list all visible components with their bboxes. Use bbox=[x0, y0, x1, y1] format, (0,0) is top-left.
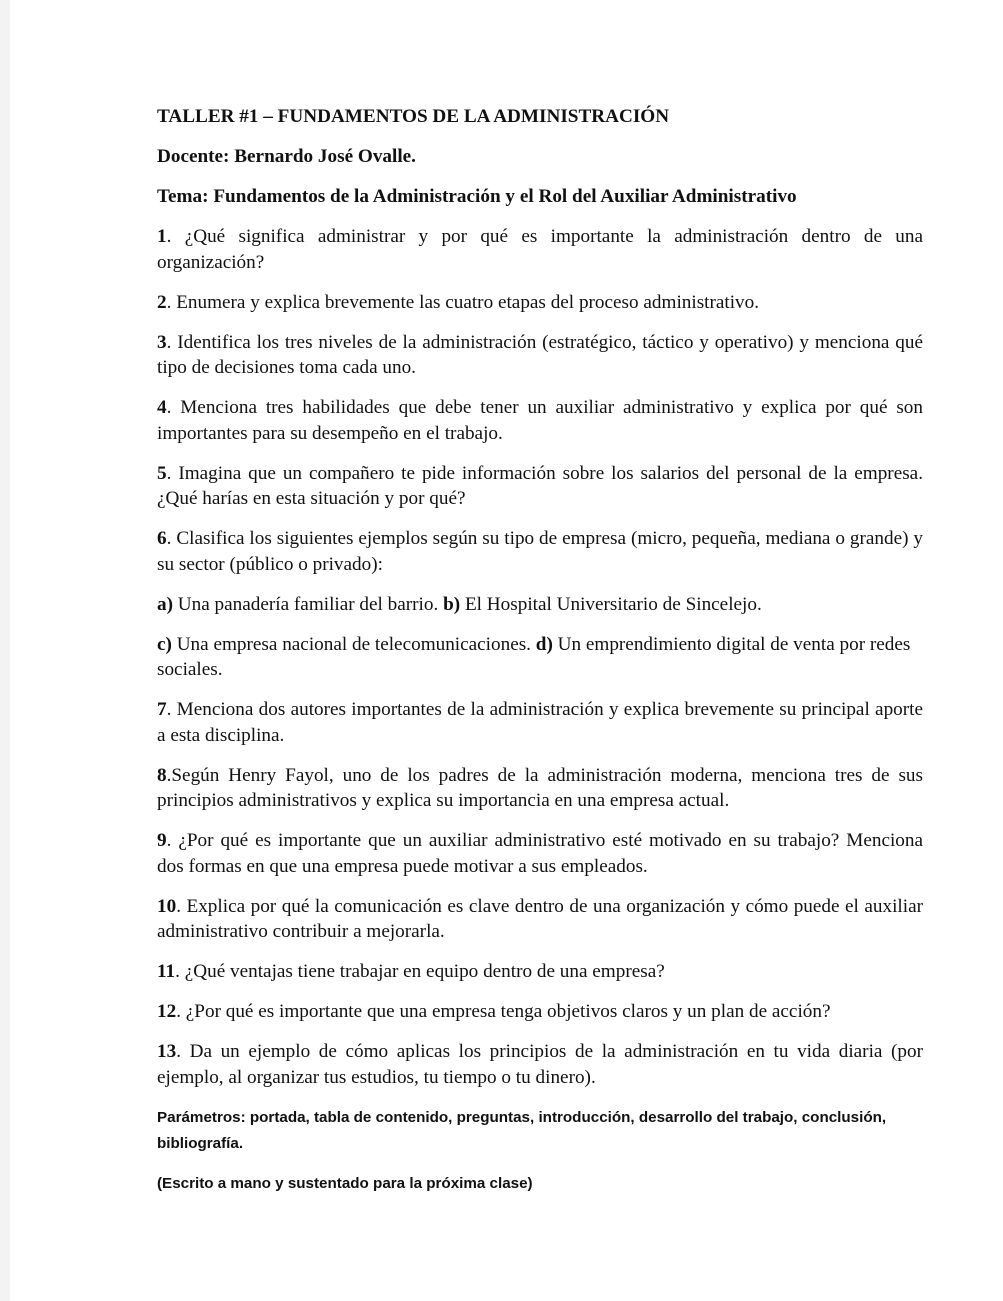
question-6 bbox=[157, 526, 923, 577]
question-number: 5 bbox=[157, 462, 167, 484]
topic-line: Tema: Fundamentos de la Administración y el Rol del Auxiliar Administrativo bbox=[157, 186, 797, 207]
question-text: . Menciona tres habilidades que debe tener un auxiliar administrativo y explica por qué son importantes para su desempeño en el trabajo. bbox=[157, 397, 923, 444]
question-number: 10 bbox=[157, 895, 177, 917]
question-number: 6 bbox=[157, 528, 167, 549]
question-text: . Menciona dos autores importantes de la administración y explica brevemente su principal aporte a esta disciplina. bbox=[157, 699, 923, 746]
question-number: 9 bbox=[157, 830, 167, 851]
question-text: . ¿Por qué es importante que una empresa tenga objetivos claros y un plan de acción? bbox=[176, 1001, 831, 1022]
question-text: . ¿Qué significa administrar y por qué es importante la administración dentro de una organización? bbox=[157, 226, 923, 273]
question-13 bbox=[157, 1039, 923, 1090]
question-number: 11 bbox=[157, 961, 176, 982]
question-2 bbox=[157, 290, 923, 316]
question-text: . Imagina que un compañero te pide información sobre los salarios del personal de la empresa. ¿Qué harías en esta situación y por qué? bbox=[157, 462, 923, 509]
question-12 bbox=[157, 999, 923, 1025]
example-text: Un emprendimiento digital de venta por redes sociales. bbox=[157, 633, 911, 680]
question-number: 8 bbox=[157, 764, 167, 786]
question-number: 2 bbox=[157, 291, 167, 313]
example-label: c) bbox=[157, 633, 172, 655]
document-page bbox=[157, 104, 923, 1212]
examples-ab bbox=[157, 592, 923, 618]
parameters-note: Parámetros: portada, tabla de contenido, preguntas, introducción, desarrollo del trabajo, conclusión, bibliografía. bbox=[157, 1108, 887, 1152]
question-number: 7 bbox=[157, 699, 167, 720]
examples-cd bbox=[157, 632, 923, 683]
question-number: 4 bbox=[157, 397, 167, 418]
question-text: . ¿Qué ventajas tiene trabajar en equipo dentro de una empresa? bbox=[175, 961, 665, 982]
question-text: .Según Henry Fayol, uno de los padres de la administración moderna, menciona tres de sus principios administrativos y explica su importancia en una empresa actual. bbox=[157, 764, 923, 811]
example-text: El Hospital Universitario de Sincelejo. bbox=[460, 593, 762, 615]
example-text: Una panadería familiar del barrio. bbox=[172, 593, 444, 615]
page-margin-strip bbox=[0, 0, 10, 1301]
question-text: . Da un ejemplo de cómo aplicas los principios de la administración en tu vida diaria (por ejemplo, al organizar tus estudios, tu tiempo o tu dinero). bbox=[157, 1041, 923, 1088]
question-8 bbox=[157, 763, 923, 814]
question-7 bbox=[157, 697, 923, 748]
question-text: . Explica por qué la comunicación es clave dentro de una organización y cómo puede el auxiliar administrativo contribuir a mejorarla. bbox=[157, 895, 923, 942]
question-text: . Clasifica los siguientes ejemplos según su tipo de empresa (micro, pequeña, mediana o grande) y su sector (público o privado): bbox=[157, 528, 923, 575]
document-title: TALLER #1 – FUNDAMENTOS DE LA ADMINISTRACIÓN bbox=[157, 106, 670, 127]
question-11 bbox=[157, 959, 923, 985]
question-5 bbox=[157, 461, 923, 512]
question-number: 13 bbox=[157, 1041, 177, 1062]
question-text: . Enumera y explica brevemente las cuatro etapas del proceso administrativo. bbox=[166, 291, 760, 313]
example-label: b) bbox=[443, 593, 461, 615]
example-text: Una empresa nacional de telecomunicaciones. bbox=[171, 633, 536, 655]
question-3 bbox=[157, 330, 923, 381]
question-4 bbox=[157, 395, 923, 446]
example-label: a) bbox=[157, 593, 173, 615]
question-text: . ¿Por qué es importante que un auxiliar administrativo esté motivado en su trabajo? Menciona dos formas en que una empresa puede motivar a sus empleados. bbox=[157, 830, 923, 877]
teacher-line: Docente: Bernardo José Ovalle. bbox=[157, 146, 416, 167]
question-9 bbox=[157, 828, 923, 879]
question-number: 12 bbox=[157, 1001, 177, 1022]
question-number: 1 bbox=[157, 226, 167, 247]
question-10 bbox=[157, 894, 923, 945]
question-number: 3 bbox=[157, 331, 167, 353]
question-1 bbox=[157, 224, 923, 275]
example-label: d) bbox=[535, 633, 553, 655]
handwritten-note: (Escrito a mano y sustentado para la próxima clase) bbox=[157, 1175, 533, 1192]
question-text: . Identifica los tres niveles de la administración (estratégico, táctico y operativo) y menciona qué tipo de decisiones toma cada uno. bbox=[157, 331, 923, 378]
